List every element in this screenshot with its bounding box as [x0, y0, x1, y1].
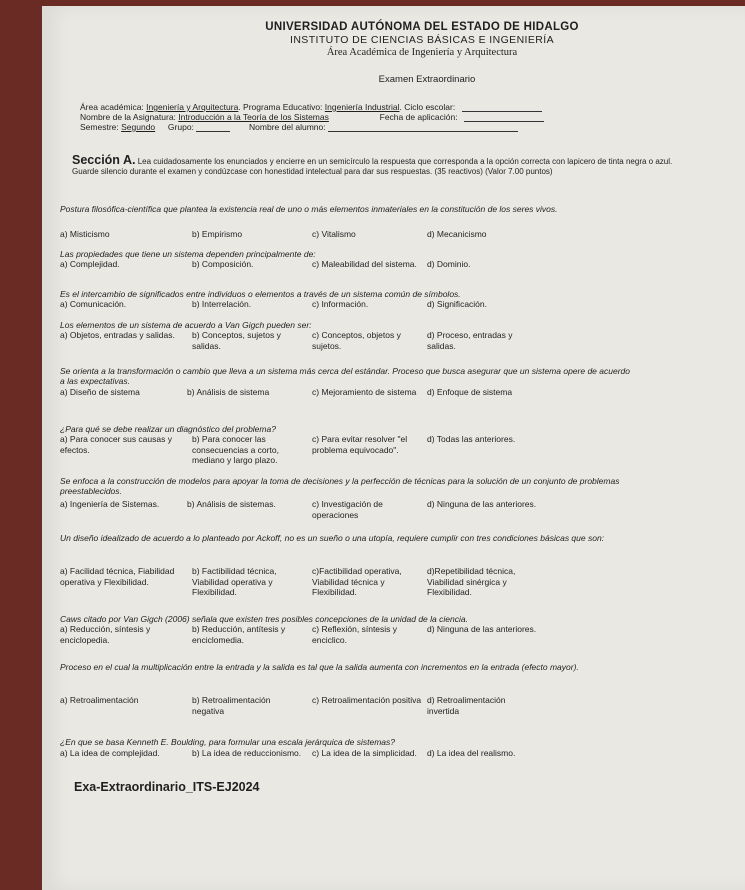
q2-option-b[interactable]: b) Composición. — [192, 259, 254, 269]
exam-title: Examen Extraordinario — [378, 74, 476, 85]
q7-option-a[interactable]: a) Ingeniería de Sistemas. — [60, 499, 160, 509]
exam-sheet — [42, 6, 745, 890]
q1-option-c[interactable]: c) Vitalismo — [312, 229, 356, 239]
university-title: UNIVERSIDAD AUTÓNOMA DEL ESTADO DE HIDALGO — [265, 21, 579, 33]
q8-option-b[interactable]: b) Factibilidad técnica, Viabilidad operativa y Flexibilidad. — [192, 566, 277, 597]
q2-option-a[interactable]: a) Complejidad. — [60, 259, 120, 269]
meta-row-1: Área académica: Ingeniería y Arquitectura. Programa Educativo: Ingeniería Industrial. Ciclo escolar: — [80, 102, 542, 112]
q3-option-d[interactable]: d) Significación. — [427, 299, 488, 309]
q5-option-a[interactable]: a) Diseño de sistema — [60, 387, 140, 397]
q11-option-b[interactable]: b) La idea de reduccionismo. — [192, 748, 302, 758]
q1-option-d[interactable]: d) Mecanicismo — [427, 229, 487, 239]
question-8-stem: Un diseño idealizado de acuerdo a lo planteado por Ackoff, no es un sueño o una utopía, requiere cumplir con tres condiciones básicas que son: — [60, 533, 605, 543]
question-5-stem: Se orienta a la transformación o cambio que lleva a un sistema más cerca del estándar. Proceso que busca asegurar que un sistema opere de acuerdo a las expectativas. — [60, 366, 630, 386]
question-3-stem: Es el intercambio de significados entre individuos o elementos a través de un sistema común de símbolos. — [60, 289, 461, 299]
q10-option-b[interactable]: b) Retroalimentación negativa — [192, 695, 271, 716]
q11-option-a[interactable]: a) La idea de complejidad. — [60, 748, 160, 758]
q8-option-d[interactable]: d)Repetibilidad técnica, Viabilidad sinérgica y Flexibilidad. — [427, 566, 516, 597]
q6-option-b[interactable]: b) Para conocer las consecuencias a corto, mediano y largo plazo. — [192, 434, 279, 465]
question-7-stem: Se enfoca a la construcción de modelos para apoyar la toma de decisiones y la perfección de técnicas para la solución de un conjunto de problemas preestablecidos. — [60, 476, 620, 496]
q9-option-a[interactable]: a) Reducción, síntesis y enciclopedia. — [60, 624, 151, 645]
q9-option-b[interactable]: b) Reducción, antítesis y enciclomedia. — [192, 624, 286, 645]
q8-option-c[interactable]: c)Factibilidad operativa, Viabilidad técnica y Flexibilidad. — [312, 566, 402, 597]
question-6-stem: ¿Para qué se debe realizar un diagnóstico del problema? — [60, 424, 276, 434]
q9-option-d[interactable]: d) Ninguna de las anteriores. — [427, 624, 537, 634]
q6-option-d[interactable]: d) Todas las anteriores. — [427, 434, 516, 444]
q2-option-c[interactable]: c) Maleabilidad del sistema. — [312, 259, 417, 269]
q7-option-d[interactable]: d) Ninguna de las anteriores. — [427, 499, 537, 509]
question-9-stem: Caws citado por Van Gigch (2006) señala que existen tres posibles concepciones de la unidad de la ciencia. — [60, 614, 468, 624]
question-1-stem: Postura filosófica-científica que plantea la existencia real de uno o más elementos inmateriales en la constitución de los seres vivos. — [60, 204, 558, 214]
footer-code: Exa-Extraordinario_ITS-EJ2024 — [74, 780, 260, 794]
q2-option-d[interactable]: d) Dominio. — [427, 259, 471, 269]
question-4-stem: Los elementos de un sistema de acuerdo a Van Gigch pueden ser: — [60, 320, 312, 330]
q7-option-c[interactable]: c) Investigación de operaciones — [312, 499, 383, 520]
q1-option-b[interactable]: b) Empirismo — [192, 229, 243, 239]
q4-option-c[interactable]: c) Conceptos, objetos y sujetos. — [312, 330, 401, 351]
area-title: Área Académica de Ingeniería y Arquitectura — [326, 47, 518, 58]
q5-option-c[interactable]: c) Mejoramiento de sistema — [312, 387, 417, 397]
q5-option-b[interactable]: b) Análisis de sistema — [187, 387, 270, 397]
institute-title: INSTITUTO DE CIENCIAS BÁSICAS E INGENIERÍA — [290, 34, 554, 46]
section-a-header: Sección A. Lea cuidadosamente los enunciados y encierre en un semicírculo la respuesta que corresponda a la opción correcta con lapicero de tinta negra o azul. Guarde silencio durante el examen y condúzcase con honestidad intelectual para dar sus respuestas. (35 reactivos) (Valor 7.00 puntos) — [72, 153, 673, 176]
q1-option-a[interactable]: a) Misticismo — [60, 229, 110, 239]
question-11-stem: ¿En que se basa Kenneth E. Boulding, para formular una escala jerárquica de sistemas? — [60, 737, 396, 747]
q7-option-b[interactable]: b) Análisis de sistemas. — [187, 499, 276, 509]
q6-option-a[interactable]: a) Para conocer sus causas y efectos. — [60, 434, 172, 455]
q3-option-b[interactable]: b) Interrelación. — [192, 299, 252, 309]
q9-option-c[interactable]: c) Reflexión, síntesis y enciclico. — [312, 624, 398, 645]
question-10-stem: Proceso en el cual la multiplicación entre la entrada y la salida es tal que la salida aumenta con incrementos en la entrada (efecto mayor). — [60, 662, 579, 672]
q4-option-a[interactable]: a) Objetos, entradas y salidas. — [60, 330, 175, 340]
q3-option-c[interactable]: c) Información. — [312, 299, 369, 309]
meta-row-2: Nombre de la Asignatura: Introducción a la Teoría de los Sistemas Fecha de aplicación: — [80, 112, 544, 122]
q8-option-a[interactable]: a) Facilidad técnica, Fiabilidad operativa y Flexibilidad. — [60, 566, 175, 587]
q6-option-c[interactable]: c) Para evitar resolver "el problema equivocado". — [312, 434, 408, 455]
q10-option-c[interactable]: c) Retroalimentación positiva — [312, 695, 422, 705]
q5-option-d[interactable]: d) Enfoque de sistema — [427, 387, 513, 397]
meta-row-3: Semestre: Segundo Grupo: Nombre del alumno: — [80, 122, 518, 132]
q11-option-c[interactable]: c) La idea de la simplicidad. — [312, 748, 417, 758]
q4-option-b[interactable]: b) Conceptos, sujetos y salidas. — [192, 330, 281, 351]
q11-option-d[interactable]: d) La idea del realismo. — [427, 748, 516, 758]
q4-option-d[interactable]: d) Proceso, entradas y salidas. — [427, 330, 513, 351]
q10-option-a[interactable]: a) Retroalimentación — [60, 695, 139, 705]
question-2-stem: Las propiedades que tiene un sistema dependen principalmente de: — [60, 249, 316, 259]
q10-option-d[interactable]: d) Retroalimentación invertida — [427, 695, 506, 716]
q3-option-a[interactable]: a) Comunicación. — [60, 299, 127, 309]
